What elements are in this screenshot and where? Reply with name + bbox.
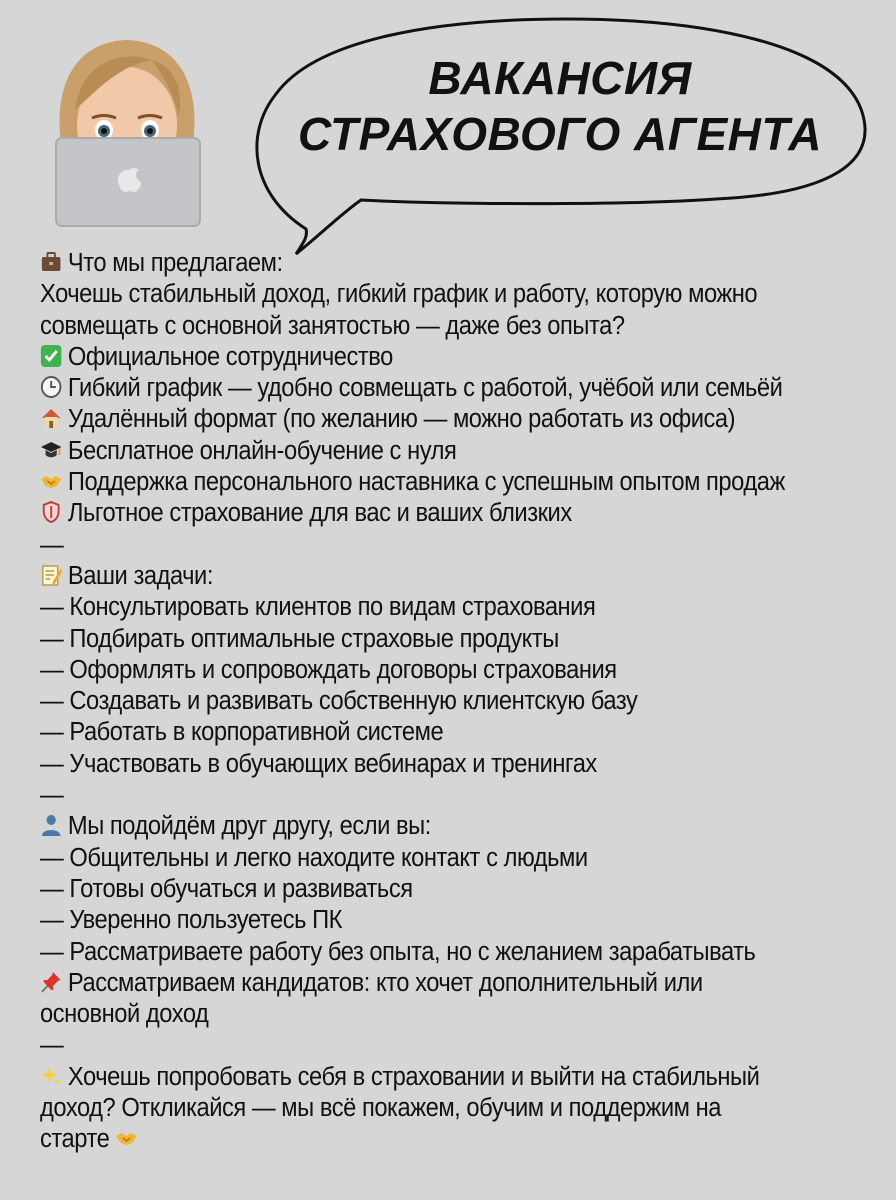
fit-item: — Общительны и легко находите контакт с людьми [40, 843, 588, 872]
offer-intro-1: Хочешь стабильный доход, гибкий график и работу, которую можно [40, 280, 758, 309]
divider: — [40, 530, 64, 559]
fit-item: — Рассматриваете работу без опыта, но с желанием зарабатывать [40, 937, 756, 966]
task-item: — Подбирать оптимальные страховые продукты [40, 624, 559, 653]
task-item: — Оформлять и сопровождать договоры страхования [40, 655, 617, 684]
task-item: — Создавать и развивать собственную клиентскую базу [40, 687, 638, 716]
house-icon [40, 406, 62, 430]
sparkles-icon [40, 1064, 62, 1088]
pushpin-icon [40, 970, 62, 994]
graduation-cap-icon [40, 438, 62, 462]
fit-item: — Уверенно пользуетесь ПК [40, 906, 343, 935]
offer-item: Официальное сотрудничество [40, 342, 827, 373]
fit-note-2: основной доход [40, 1000, 209, 1029]
offer-item: Удалённый формат (по желанию — можно работать из офиса) [40, 404, 827, 435]
person-silhouette-icon [40, 813, 62, 837]
offer-intro-2: совмещать с основной занятостью — даже без опыта? [40, 311, 625, 340]
offer-item: Бесплатное онлайн-обучение с нуля [40, 436, 827, 467]
fit-heading: Мы подойдём друг другу, если вы: [40, 811, 827, 842]
task-item: — Работать в корпоративной системе [40, 718, 444, 747]
vacancy-text [40, 248, 827, 1156]
tasks-heading: Ваши задачи: [40, 561, 827, 592]
check-mark-icon [40, 344, 62, 368]
divider: — [40, 1031, 64, 1060]
task-item: — Участвовать в обучающих вебинарах и тренингах [40, 749, 597, 778]
divider: — [40, 781, 64, 810]
cta-line-3: старте [40, 1124, 827, 1155]
shield-icon [40, 500, 62, 524]
fit-item: — Готовы обучаться и развиваться [40, 874, 413, 903]
cta-line-1: Хочешь попробовать себя в страховании и выйти на стабильный [40, 1062, 827, 1093]
task-item: — Консультировать клиентов по видам страхования [40, 593, 596, 622]
handshake-icon [115, 1126, 137, 1150]
memo-icon [40, 563, 62, 587]
offer-item: Льготное страхование для вас и ваших близких [40, 498, 827, 529]
handshake-icon [40, 469, 62, 493]
offer-heading: Что мы предлагаем: [40, 248, 827, 279]
cta-line-2: доход? Откликайся — мы всё покажем, обучим и поддержим на [40, 1094, 721, 1123]
briefcase-icon [40, 250, 62, 274]
clock-icon [40, 375, 62, 399]
offer-item: Поддержка персонального наставника с успешным опытом продаж [40, 467, 827, 498]
page-title: ВАКАНСИЯ СТРАХОВОГО АГЕНТА [298, 52, 822, 160]
fit-note: Рассматриваем кандидатов: кто хочет дополнительный или [40, 968, 827, 999]
offer-item: Гибкий график — удобно совмещать с работой, учёбой или семьёй [40, 373, 827, 404]
woman-with-laptop-icon [42, 30, 212, 230]
